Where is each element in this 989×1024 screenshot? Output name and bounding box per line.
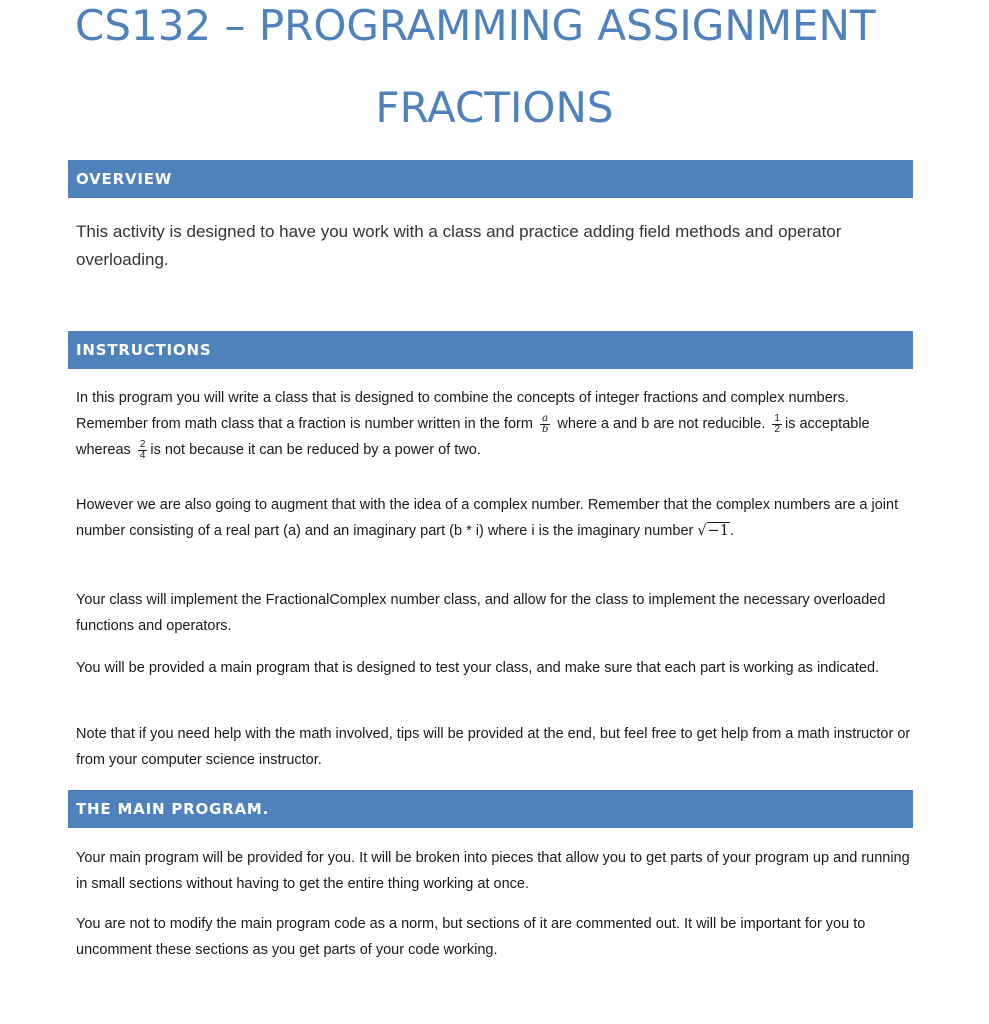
instructions-paragraph-1 [76,385,916,463]
main-program-paragraph-1: Your main program will be provided for you. It will be broken into pieces that allow you to get parts of your program up and running in small sections without having to get the entire thing working at once. [76,850,910,892]
instructions-p1-text-1: In this program you will write a class that is designed to combine the concepts of integer fractions and complex numbers. Remember from math class that a fraction is number written in the form [76,390,849,432]
fraction-a-over-b [540,414,550,435]
fraction-half-numerator: 1 [774,412,780,424]
instructions-paragraph-4: You will be provided a main program that is designed to test your class, and make sure that each part is working as indicated. [76,660,880,676]
fraction-2-numerator: 2 [139,438,146,450]
instructions-p2-text: However we are also going to augment that with the idea of a complex number. Remember that the complex numbers are a joint number consisting of a real part (a) and an imaginary part (b * i) where i is the imaginary number [76,497,899,539]
sqrt-sign: √ [697,523,707,539]
fraction-4-denominator: 4 [139,449,146,461]
instructions-p1-text-4: is not because it can be reduced by a power of two. [150,442,481,458]
section-header-instructions: INSTRUCTIONS [68,331,913,369]
fraction-two-fourths [138,440,148,461]
sqrt-radicand: −1 [707,523,729,539]
overview-text: This activity is designed to have you work with a class and practice adding field methods and operator overloading. [76,222,842,269]
main-program-paragraph-2: You are not to modify the main program code as a norm, but sections of it are commented out. It will be important for you to uncomment these sections as you get parts of your code working. [76,916,866,958]
instructions-paragraph-3: Your class will implement the FractionalComplex number class, and allow for the class to implement the necessary overloaded functions and operators. [76,592,886,634]
section-header-overview: OVERVIEW [68,160,913,198]
instructions-p2-end: . [730,523,735,539]
instructions-p1-text-3: is acceptable whereas [76,416,870,458]
fraction-half-denominator: 2 [774,423,780,435]
section-header-main-program: THE MAIN PROGRAM. [68,790,913,828]
instructions-paragraph-2 [76,492,916,544]
document-title-line2: FRACTIONS [375,83,614,132]
fraction-a-numerator: a [540,414,550,425]
instructions-p1-text-2: where a and b are not reducible. [557,416,766,432]
fraction-one-half [772,414,782,435]
document-title-line1: CS132 – PROGRAMMING ASSIGNMENT [75,1,876,50]
instructions-paragraph-5: Note that if you need help with the math involved, tips will be provided at the end, but feel free to get help from a math instructor or from your computer science instructor. [76,726,911,768]
fraction-b-denominator: b [541,423,549,435]
sqrt-minus-one [697,522,730,539]
